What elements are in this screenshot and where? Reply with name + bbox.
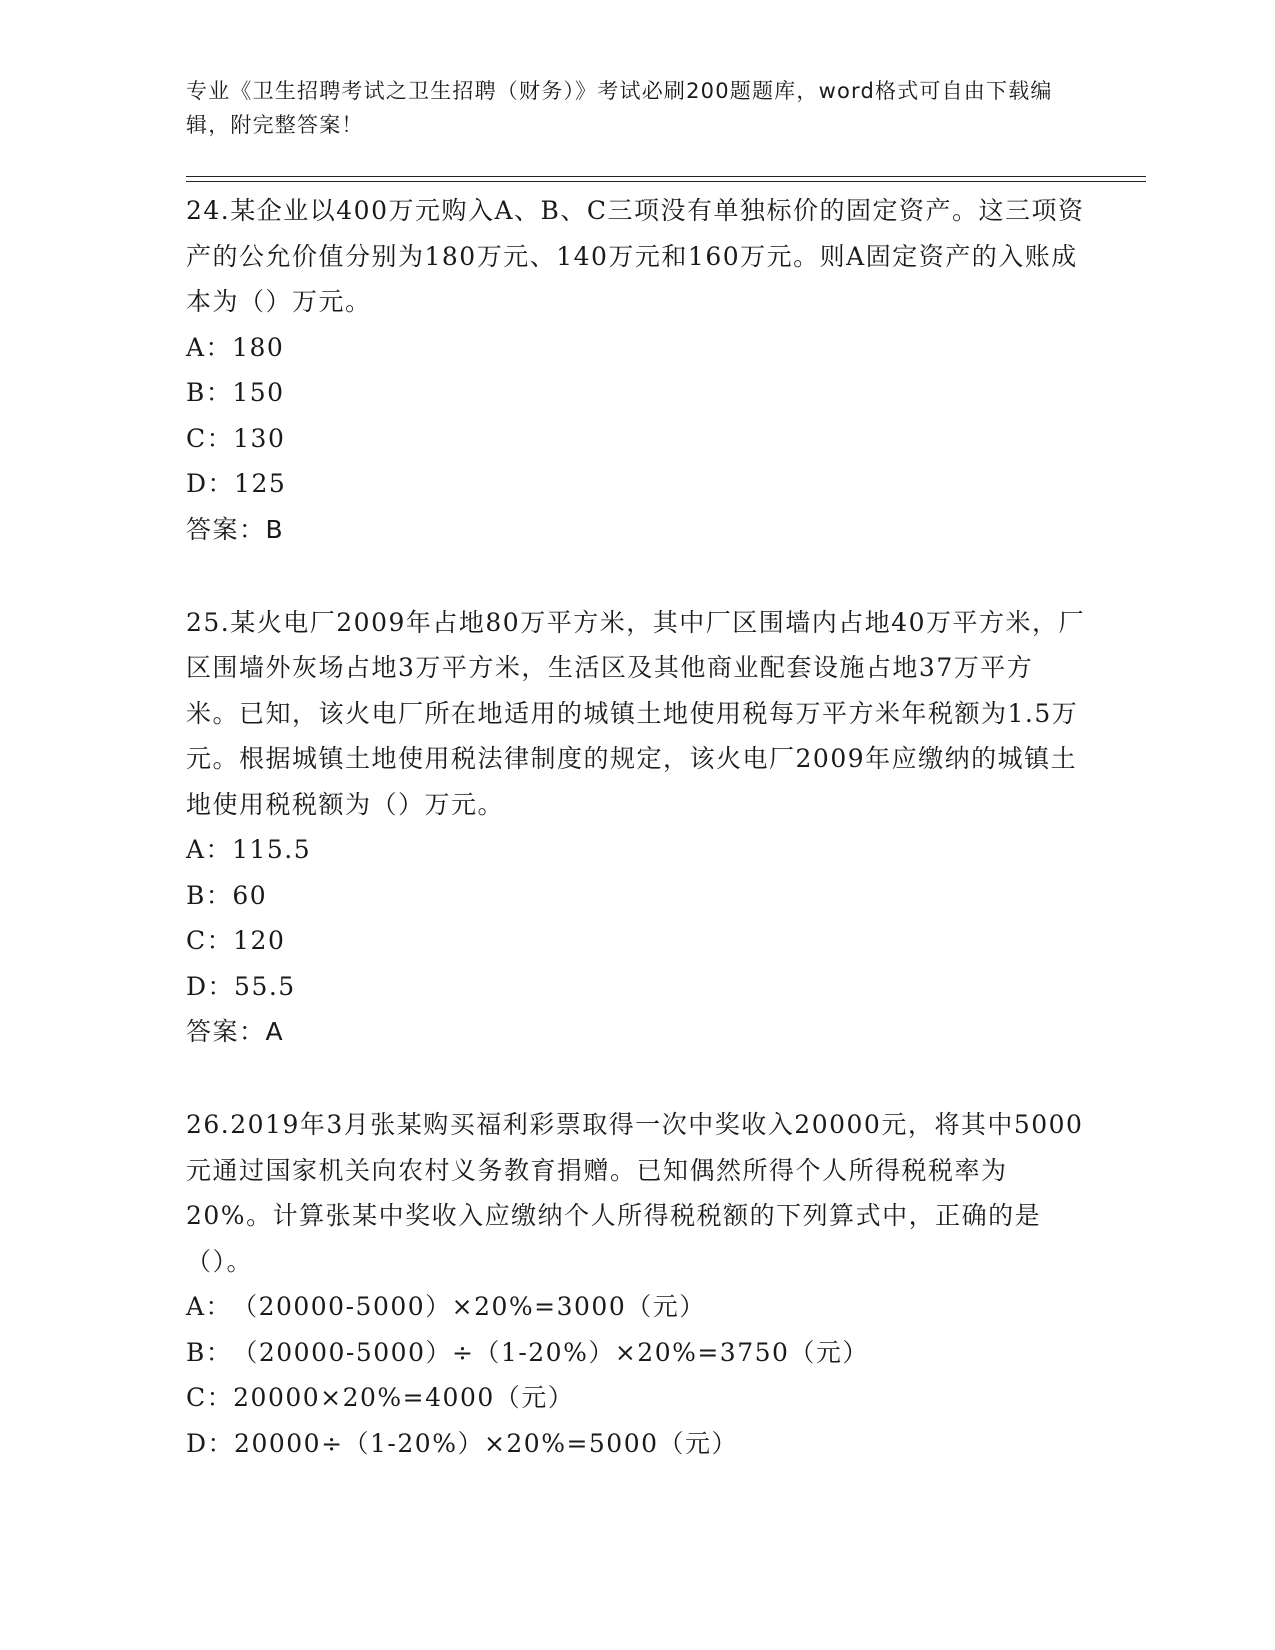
answer-label: 答案：A bbox=[186, 1017, 285, 1046]
option-b bbox=[186, 1330, 1086, 1376]
question-stem: 26.2019年3月张某购买福利彩票取得一次中奖收入20000元，将其中5000元通过国家机关向农村义务教育捐赠。已知偶然所得个人所得税税率为20%。计算张某中奖收入应缴纳个人所得税税额的下列算式中，正确的是（）。 bbox=[186, 1110, 1084, 1276]
option-letter: D： bbox=[186, 1428, 235, 1458]
option-letter: D： bbox=[186, 469, 235, 498]
option-text: 115.5 bbox=[232, 835, 312, 864]
option-a bbox=[186, 827, 1086, 873]
answer-label: 答案：B bbox=[186, 514, 285, 544]
option-text: 120 bbox=[233, 926, 286, 955]
question-24 bbox=[186, 188, 1086, 552]
header-rule-top bbox=[186, 176, 1146, 177]
option-d bbox=[186, 1421, 1086, 1467]
option-a bbox=[186, 325, 1086, 371]
option-letter: D： bbox=[186, 971, 235, 1001]
option-letter: C： bbox=[186, 926, 234, 955]
option-text: 20000÷（1-20%）×20%=5000（元） bbox=[234, 1428, 739, 1458]
option-letter: C： bbox=[186, 423, 234, 453]
option-text: 180 bbox=[232, 332, 285, 362]
option-d bbox=[186, 461, 1086, 507]
option-a bbox=[186, 1284, 1086, 1330]
question-26 bbox=[186, 1102, 1086, 1466]
option-text: 150 bbox=[232, 378, 285, 407]
question-list bbox=[186, 188, 1086, 1514]
option-letter: B： bbox=[186, 378, 233, 407]
option-text: 55.5 bbox=[234, 971, 296, 1001]
option-c bbox=[186, 918, 1086, 964]
option-b bbox=[186, 873, 1086, 919]
option-text: 20000×20%=4000（元） bbox=[233, 1383, 575, 1412]
document-header: 专业《卫生招聘考试之卫生招聘（财务）》考试必刷200题题库，word格式可自由下载编辑，附完整答案！ bbox=[186, 79, 1053, 137]
question-25 bbox=[186, 600, 1086, 1055]
option-c bbox=[186, 416, 1086, 462]
option-text: 125 bbox=[234, 469, 287, 498]
option-letter: A： bbox=[186, 1292, 233, 1321]
header-rule-bottom bbox=[186, 181, 1146, 182]
option-text: （20000-5000）×20%=3000（元） bbox=[232, 1292, 706, 1321]
option-text: （20000-5000）÷（1-20%）×20%=3750（元） bbox=[232, 1337, 869, 1367]
option-letter: B： bbox=[186, 1337, 233, 1367]
option-letter: C： bbox=[186, 1383, 234, 1412]
option-text: 60 bbox=[232, 880, 268, 910]
option-c bbox=[186, 1375, 1086, 1421]
option-text: 130 bbox=[233, 423, 286, 453]
question-stem: 25.某火电厂2009年占地80万平方米，其中厂区围墙内占地40万平方米，厂区围墙外灰场占地3万平方米，生活区及其他商业配套设施占地37万平方米。已知，该火电厂所在地适用的城镇土地使用税每万平方米年税额为1.5万元。根据城镇土地使用税法律制度的规定，该火电厂2009年应缴纳的城镇土地使用税税额为（）万元。 bbox=[186, 607, 1086, 819]
question-stem: 24.某企业以400万元购入A、B、C三项没有单独标价的固定资产。这三项资产的公允价值分别为180万元、140万元和160万元。则A固定资产的入账成本为（）万元。 bbox=[186, 196, 1085, 316]
option-letter: B： bbox=[186, 880, 233, 910]
option-d bbox=[186, 964, 1086, 1010]
option-b bbox=[186, 370, 1086, 416]
option-letter: A： bbox=[186, 835, 233, 864]
option-letter: A： bbox=[186, 332, 233, 362]
